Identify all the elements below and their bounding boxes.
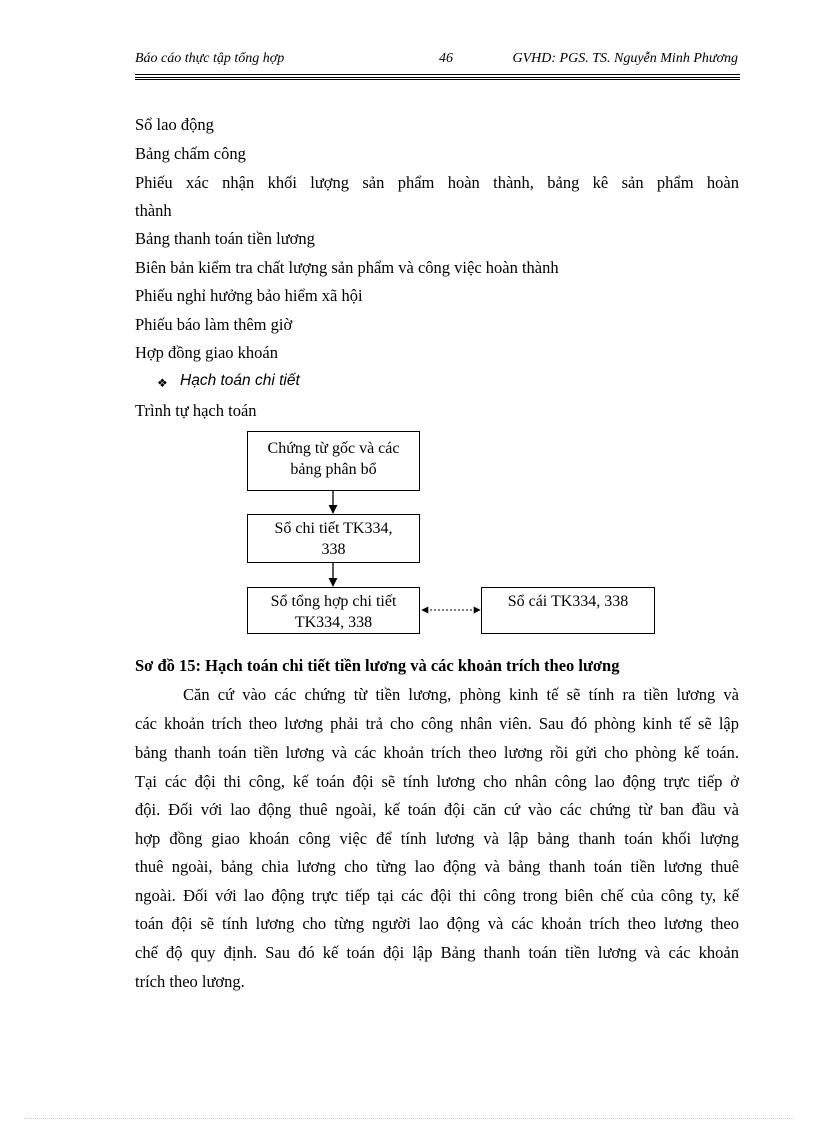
header-report-title: Báo cáo thực tập tổng hợp xyxy=(135,51,285,66)
flow-box-source-documents xyxy=(247,431,420,491)
flow-box-line: bảng phân bổ xyxy=(290,461,377,478)
list-item: Phiếu xác nhận khối lượng sản phẩm hoàn thành, bảng kê sản phẩm hoàn xyxy=(135,173,739,192)
flow-box-line: Chứng từ gốc và các xyxy=(267,440,400,457)
flow-box-general-ledger xyxy=(481,587,655,634)
list-item: Biên bản kiểm tra chất lượng sản phẩm và công việc hoàn thành xyxy=(135,258,559,277)
paragraph-line: ngoài. Đối với lao động trực tiếp tại các đội thi công trong biên chế của công ty, kế xyxy=(135,886,739,905)
list-item: Phiếu nghỉ hưởng bảo hiểm xã hội xyxy=(135,286,363,305)
paragraph-line: toán đội sẽ tính lương cho từng người lao động và các khoản trích theo lương theo xyxy=(135,914,739,933)
paragraph-line: trích theo lương. xyxy=(135,972,245,991)
list-item: Phiếu báo làm thêm giờ xyxy=(135,315,293,334)
list-item: Sổ lao động xyxy=(135,115,214,134)
header-supervisor: GVHD: PGS. TS. Nguyễn Minh Phương xyxy=(512,51,738,66)
list-item: Hợp đồng giao khoán xyxy=(135,343,278,362)
header-page-number: 46 xyxy=(439,51,453,66)
list-item: thành xyxy=(135,201,172,220)
diagram-caption: Sơ đồ 15: Hạch toán chi tiết tiền lương và các khoản trích theo lương xyxy=(135,656,620,675)
list-item: Bảng chấm công xyxy=(135,144,246,163)
paragraph-line: bảng thanh toán tiền lương và các khoản trích theo lương rồi gửi cho phòng kế toán. xyxy=(135,743,739,762)
paragraph-line: hợp đồng giao khoán công việc để tính lương và lập bảng thanh toán khối lượng xyxy=(135,829,739,848)
footer-divider xyxy=(24,1118,794,1119)
section-heading: Hạch toán chi tiết xyxy=(180,372,300,389)
paragraph-line: chế độ quy định. Sau đó kế toán đội lập Bảng thanh toán tiền lương và các khoản xyxy=(135,943,739,962)
paragraph-line: đội. Đối với lao động thuê ngoài, kế toán đội căn cứ vào các chứng từ ban đầu và xyxy=(135,800,739,819)
paragraph-line: Tại các đội thi công, kế toán đội sẽ tính lương cho nhân công lao động trực tiếp ở xyxy=(135,772,739,791)
paragraph-line: Căn cứ vào các chứng từ tiền lương, phòng kinh tế sẽ tính ra tiền lương và xyxy=(183,685,739,704)
paragraph-line: các khoản trích theo lương phải trả cho công nhân viên. Sau đó phòng kinh tế sẽ lập xyxy=(135,714,739,733)
flow-box-detail-ledger xyxy=(247,514,420,563)
flow-box-summary-ledger xyxy=(247,587,420,634)
diamond-bullet-icon: ❖ xyxy=(157,376,168,390)
flow-box-line: TK334, 338 xyxy=(294,614,373,631)
flow-box-line: 338 xyxy=(321,541,346,558)
paragraph-line: thuê ngoài, bảng chia lương cho từng lao động và bảng thanh toán tiền lương thuê xyxy=(135,857,739,876)
flow-box-line: Sổ tổng hợp chi tiết xyxy=(270,593,397,610)
flow-box-line: Sổ cái TK334, 338 xyxy=(507,593,629,610)
sequence-label: Trình tự hạch toán xyxy=(135,401,257,420)
list-item: Bảng thanh toán tiền lương xyxy=(135,229,315,248)
flow-box-line: Sổ chi tiết TK334, xyxy=(274,520,393,537)
